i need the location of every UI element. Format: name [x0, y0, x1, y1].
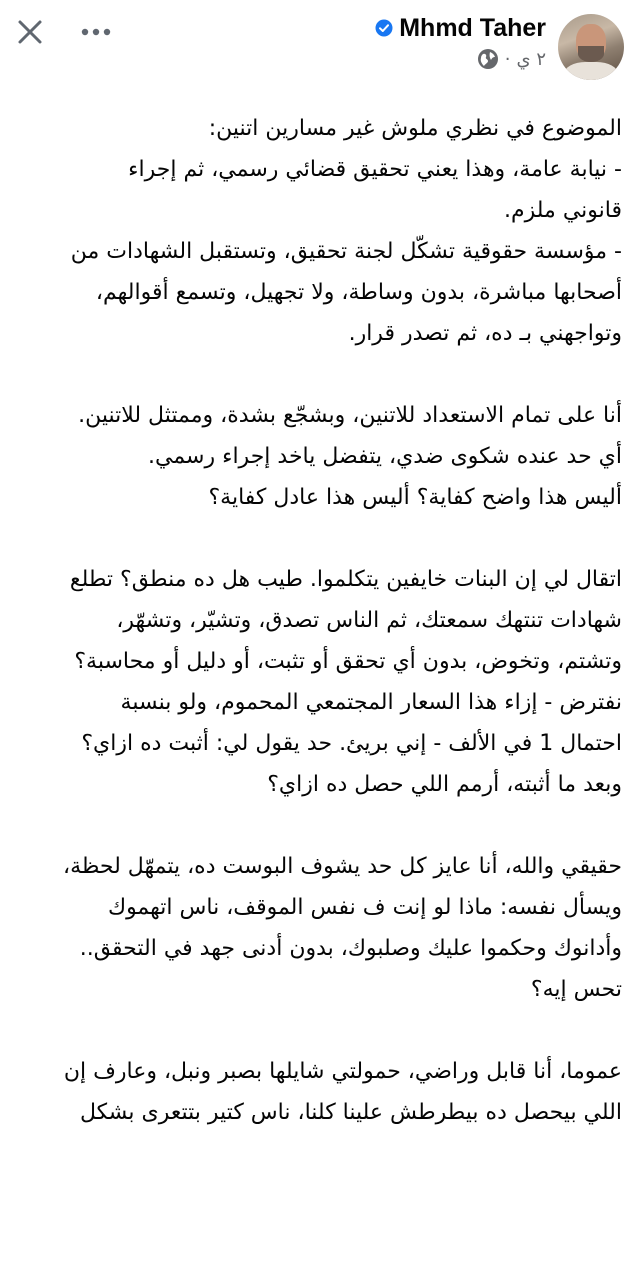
text-line: وتشتم، وتخوض، بدون أي تحقق أو تثبت، أو دليل أو محاسبة؟: [74, 649, 622, 674]
text-line: ويسأل نفسه: ماذا لو إنت ف نفس الموقف، ناس اتهموك: [107, 895, 622, 920]
text-line: عموما، أنا قابل وراضي، حمولتي شايلها بصبر ونبل، وعارف إن: [63, 1059, 622, 1084]
text-line: احتمال 1 في الألف - إني بريئ. حد يقول لي: أثبت ده ازاي؟: [81, 731, 622, 756]
text-line: أليس هذا واضح كفاية؟ أليس هذا عادل كفاية؟: [208, 485, 622, 510]
text-line: الموضوع في نظري ملوش غير مسارين اتنين:: [208, 116, 622, 141]
text-line: وأدانوك وحكموا عليك وصلبوك، بدون أدنى جهد في التحقق..: [79, 936, 622, 961]
close-icon: [16, 18, 44, 46]
text-line: - نيابة عامة، وهذا يعني تحقيق قضائي رسمي، ثم إجراء: [128, 157, 622, 182]
paragraph: [16, 559, 622, 805]
avatar-shirt: [564, 62, 618, 80]
text-line: - مؤسسة حقوقية تشكّل لجنة تحقيق، وتستقبل الشهادات من: [70, 239, 622, 264]
text-line: حقيقي والله، أنا عايز كل حد يشوف البوست ده، يتمهّل لحظة،: [62, 854, 622, 879]
post-meta: [375, 48, 546, 70]
text-line: قانوني ملزم.: [504, 198, 622, 223]
text-line: تحس إيه؟: [530, 977, 622, 1002]
paragraph: [16, 395, 622, 518]
globe-icon[interactable]: [477, 48, 499, 70]
text-line: نفترض - إزاء هذا السعار المجتمعي المحموم، ولو بنسبة: [120, 690, 622, 715]
text-line: اتقال لي إن البنات خايفين يتكلموا. طيب هل ده منطق؟ تطلع: [69, 567, 622, 592]
paragraph: [16, 1051, 622, 1133]
text-line: اللي بيحصل ده بيطرطش علينا كلنا، ناس كتير بتتعرى بشكل: [80, 1100, 622, 1125]
text-line: وبعد ما أثبته، أرمم اللي حصل ده ازاي؟: [267, 772, 622, 797]
avatar-beard: [578, 46, 604, 62]
more-dots-icon: [80, 27, 112, 37]
text-line: شهادات تنتهك سمعتك، ثم الناس تصدق، وتشيّر، وتشهّر،: [116, 608, 622, 633]
author-name[interactable]: Mhmd Taher: [399, 14, 546, 42]
more-options-button[interactable]: [74, 14, 118, 50]
close-button[interactable]: [12, 14, 48, 50]
text-line: أنا على تمام الاستعداد للاتنين، وبشجّع بشدة، وممتثل للاتنين.: [78, 403, 622, 428]
meta-separator: ·: [504, 48, 511, 70]
paragraph: [16, 108, 622, 354]
verified-badge-icon: [375, 19, 393, 37]
post-timestamp[interactable]: ٢ ي: [516, 48, 546, 70]
text-line: أصحابها مباشرة، بدون وساطة، ولا تجهيل، وتسمع أقوالهم،: [95, 280, 622, 305]
author-name-row: [375, 10, 546, 46]
post-header: [0, 0, 638, 90]
author-block: [375, 10, 546, 70]
author-avatar[interactable]: [558, 14, 624, 80]
paragraph: [16, 846, 622, 1010]
post-text: [16, 108, 622, 1174]
text-line: أي حد عنده شكوى ضدي، يتفضل ياخد إجراء رسمي.: [148, 444, 622, 469]
text-line: وتواجهني بـ ده، ثم تصدر قرار.: [348, 321, 622, 346]
